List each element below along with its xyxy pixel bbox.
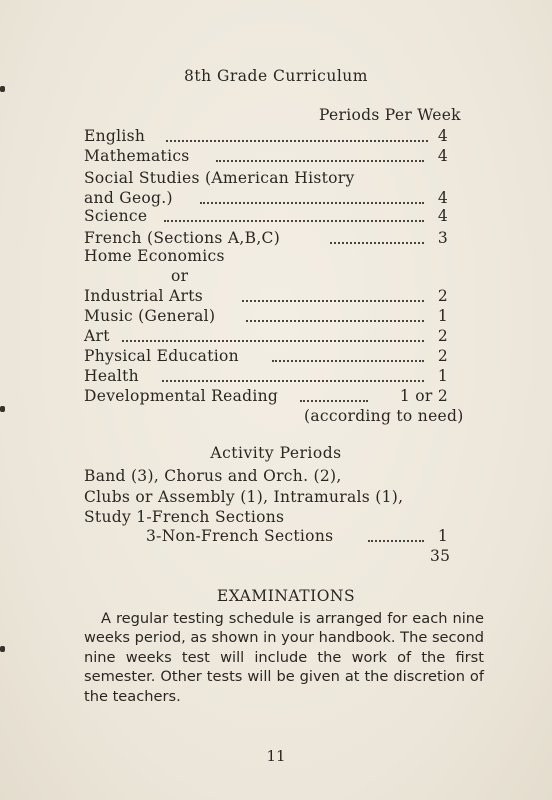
subject-label: Home Economics <box>84 247 225 265</box>
subject-periods: 3 <box>437 229 448 247</box>
dot-leader <box>246 320 424 322</box>
dot-leader <box>272 360 424 362</box>
activity-row <box>146 527 448 547</box>
subject-row <box>84 267 448 287</box>
subject-periods: 2 <box>437 287 448 305</box>
dot-leader <box>300 400 368 402</box>
subject-row <box>84 189 448 209</box>
subject-periods: 4 <box>437 147 448 165</box>
edge-mark <box>0 86 5 92</box>
subject-row <box>84 247 448 267</box>
activity-line: Study 1-French Sections <box>84 508 285 526</box>
subject-label: Science <box>84 207 148 225</box>
total-periods: 35 <box>430 547 451 565</box>
subject-periods: 4 <box>437 207 448 225</box>
activity-label: 3-Non-French Sections <box>146 527 334 545</box>
subject-row <box>84 347 448 367</box>
subject-label: Social Studies (American History <box>84 169 355 187</box>
activity-line: Band (3), Chorus and Orch. (2), <box>84 467 342 485</box>
subject-label: French (Sections A,B,C) <box>84 229 281 247</box>
subject-periods: 4 <box>437 127 448 145</box>
subject-periods: 1 <box>437 367 448 385</box>
subject-row <box>84 229 448 249</box>
page-title: 8th Grade Curriculum <box>184 67 368 85</box>
subject-row <box>84 367 448 387</box>
subject-label: Physical Education <box>84 347 239 365</box>
subject-label: Music (General) <box>84 307 216 325</box>
dot-leader <box>162 380 424 382</box>
subject-periods: 4 <box>437 189 448 207</box>
subject-periods: 2 <box>437 347 448 365</box>
subject-row <box>84 307 448 327</box>
subject-label: and Geog.) <box>84 189 173 207</box>
subject-periods: 2 <box>437 327 448 345</box>
dot-leader <box>166 140 428 142</box>
subject-row <box>84 287 448 307</box>
subject-row <box>84 169 448 189</box>
dot-leader <box>122 340 424 342</box>
activity-heading: Activity Periods <box>210 444 342 462</box>
dot-leader <box>216 160 424 162</box>
reading-note: (according to need) <box>304 407 464 425</box>
subject-row <box>84 387 448 407</box>
page-number: 11 <box>266 747 286 765</box>
subject-row <box>84 147 448 167</box>
dot-leader <box>200 202 424 204</box>
subject-label: Mathematics <box>84 147 190 165</box>
edge-mark <box>0 406 5 412</box>
activity-line: Clubs or Assembly (1), Intramurals (1), <box>84 488 404 506</box>
periods-per-week-header: Periods Per Week <box>319 106 461 124</box>
subject-row <box>84 327 448 347</box>
subject-label: Industrial Arts <box>84 287 203 305</box>
dot-leader <box>330 242 424 244</box>
edge-mark <box>0 646 5 652</box>
subject-label: English <box>84 127 146 145</box>
subject-label: Developmental Reading <box>84 387 279 405</box>
subject-row <box>84 207 448 227</box>
subject-periods: 1 <box>437 307 448 325</box>
subject-periods: 1 or 2 <box>399 387 448 405</box>
dot-leader <box>368 540 424 542</box>
dot-leader <box>164 220 424 222</box>
subject-row <box>84 127 448 147</box>
examinations-heading: EXAMINATIONS <box>216 587 356 605</box>
subject-label: Health <box>84 367 139 385</box>
subject-label: Art <box>84 327 110 345</box>
subject-label: or <box>171 267 189 285</box>
examinations-text: A regular testing schedule is arranged for each nine weeks period, as shown in your handbook. The second nine weeks test will include the work of the first semester. Other tests will be given at the discretion of the teachers. <box>84 610 484 705</box>
dot-leader <box>242 300 424 302</box>
activity-value: 1 <box>437 527 448 545</box>
